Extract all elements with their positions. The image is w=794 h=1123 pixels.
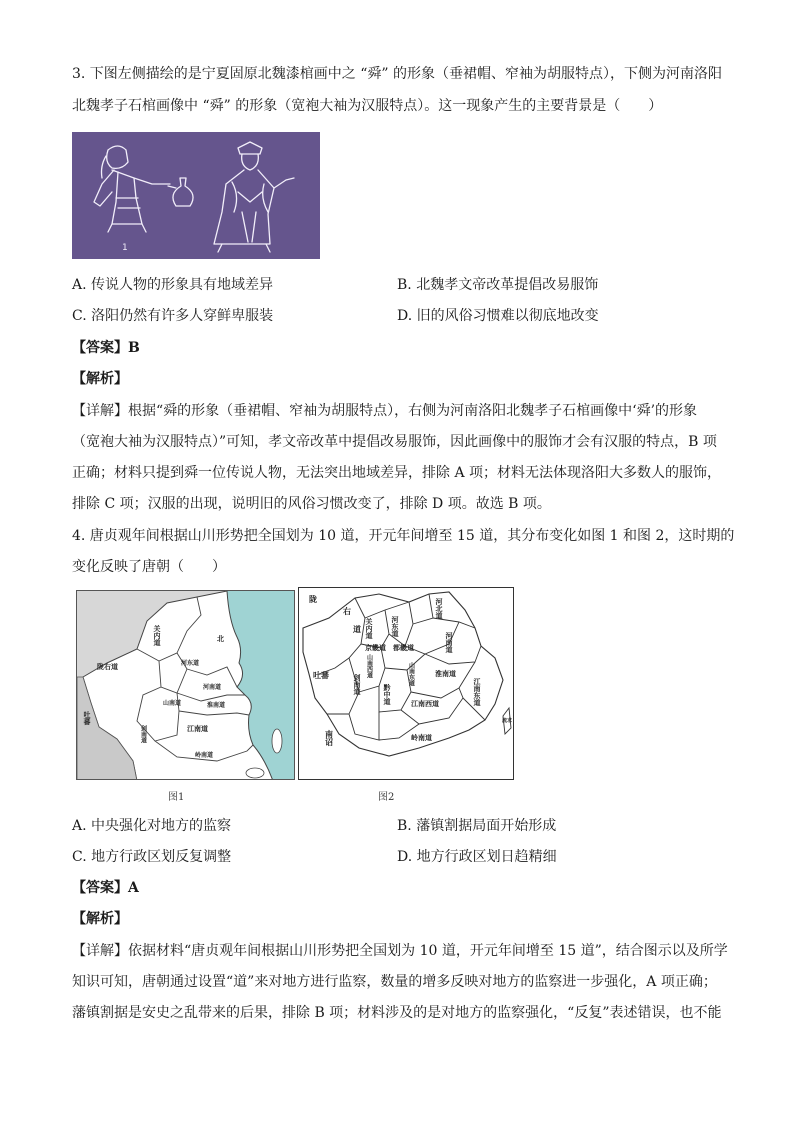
- map2-label-shannanxi: 山南西道: [365, 654, 373, 678]
- map1-label-jiannan: 剑南道: [139, 725, 147, 743]
- map2-label-jingji: 京畿道: [365, 644, 386, 652]
- map1-label-longyou: 陇右道: [97, 663, 118, 671]
- q4-answer: 【答案】A: [72, 880, 139, 896]
- map2-label-guannei: 关内道: [365, 618, 373, 639]
- map2-caption: 图2: [378, 792, 395, 803]
- map2-label-lingnan: 岭南道: [411, 734, 432, 742]
- map-figure-1: [76, 590, 295, 780]
- map2-label-hedong: 河东道: [391, 616, 399, 637]
- map2-label-henan: 河南道: [445, 632, 453, 653]
- q3-detail-line-1: 【详解】根据“舜的形象（垂裙帽、窄袖为胡服特点），右侧为河南洛阳北魏孝子石棺画像中‘舜’的形象: [72, 403, 698, 419]
- map2-label-jiannan: 剑南道: [353, 674, 361, 695]
- q3-option-a: A. 传说人物的形象具有地域差异: [72, 277, 274, 293]
- map2-label-nanzhao: 南诏: [324, 730, 334, 746]
- q3-stem-line-2: 北魏孝子石棺画像中 “舜” 的形象（宽袍大袖为汉服特点）。这一现象产生的主要背景是（ ）: [72, 98, 663, 114]
- map2-label-jiangnandong: 江南东道: [473, 678, 481, 706]
- q3-option-c: C. 洛阳仍然有许多人穿鲜卑服装: [72, 308, 274, 324]
- q4-option-a: A. 中央强化对地方的监察: [72, 818, 232, 834]
- map2-label-huainan: 淮南道: [435, 670, 456, 678]
- q3-detail-line-2: （宽袍大袖为汉服特点）”可知，孝文帝改革中提倡改易服饰，因此画像中的服饰才会有汉服的特点，B 项: [72, 434, 717, 450]
- q3-option-d: D. 旧的风俗习惯难以彻底地改变: [397, 308, 599, 324]
- mural-mark: 1: [122, 243, 128, 253]
- q4-option-d: D. 地方行政区划日趋精细: [397, 849, 557, 865]
- q4-stem-line-2: 变化反映了唐朝（ ）: [72, 559, 226, 575]
- map2-label-hebei: 河北道: [435, 598, 443, 619]
- q3-stem-line-1: 3. 下图左侧描绘的是宁夏固原北魏漆棺画中之 “舜” 的形象（垂裙帽、窄袖为胡服特点），下侧为河南洛阳: [72, 66, 723, 82]
- map1-label-tubo: 吐蕃: [83, 711, 91, 725]
- map2-label-jiangnanxi: 江南西道: [411, 700, 439, 708]
- map2-label-tubo: 吐蕃: [313, 671, 329, 680]
- q3-mural-image: [72, 132, 320, 259]
- q4-analysis-label: 【解析】: [72, 911, 128, 927]
- map2-label-dao: 道: [353, 625, 361, 634]
- q4-option-b: B. 藩镇割据局面开始形成: [397, 818, 557, 834]
- map2-label-liuqiu: 流求: [502, 718, 513, 724]
- map2-label-qianzhong: 黔中道: [383, 684, 391, 705]
- tang-map-kaiyuan: [299, 588, 514, 780]
- q4-detail-line-1: 【详解】依据材料“唐贞观年间根据山川形势把全国划为 10 道，开元年间增至 15 道”，结合图示以及所学: [72, 943, 728, 959]
- map1-label-hebei: 北: [217, 635, 224, 643]
- map2-label-long: 陇: [309, 595, 317, 604]
- q3-detail-line-4: 排除 C 项；汉服的出现，说明旧的风俗习惯改变了，排除 D 项。故选 B 项。: [72, 496, 551, 512]
- q4-detail-line-2: 知识可知，唐朝通过设置“道”来对地方进行监察，数量的增多反映对地方的监察进一步强化，A 项正确；: [72, 974, 717, 990]
- q3-analysis-label: 【解析】: [72, 371, 128, 387]
- map1-label-guannei: 关内道: [153, 625, 161, 646]
- map1-label-shannan: 山南道: [163, 700, 182, 707]
- map2-label-you: 右: [343, 607, 351, 616]
- map1-label-henan: 河南道: [203, 684, 222, 691]
- map1-label-hedong: 河东道: [181, 660, 200, 667]
- q4-detail-line-3: 藩镇割据是安史之乱带来的后果，排除 B 项；材料涉及的是对地方的监察强化，“反复”表述错误，也不能: [72, 1005, 722, 1021]
- map2-label-shannandong: 山南东道: [407, 662, 415, 686]
- map2-label-duji: 都畿道: [393, 644, 414, 652]
- tang-map-zhenguan: [77, 591, 295, 780]
- q4-option-c: C. 地方行政区划反复调整: [72, 849, 232, 865]
- q4-stem-line-1: 4. 唐贞观年间根据山川形势把全国划为 10 道，开元年间增至 15 道，其分布变化如图 1 和图 2，这时期的: [72, 528, 735, 544]
- q3-detail-line-3: 正确；材料只提到舜一位传说人物，无法突出地域差异，排除 A 项；材料无法体现洛阳大多数人的服饰，: [72, 465, 722, 481]
- map-figure-2: [298, 587, 514, 780]
- mural-figures-drawing: [72, 132, 320, 259]
- q3-option-b: B. 北魏孝文帝改革提倡改易服饰: [397, 277, 599, 293]
- map1-label-jiangnan: 江南道: [187, 725, 208, 733]
- map1-caption: 图1: [168, 792, 185, 803]
- map1-label-lingnan: 岭南道: [195, 752, 214, 759]
- map1-label-huainan: 淮南道: [207, 702, 226, 709]
- q3-answer: 【答案】B: [72, 340, 140, 356]
